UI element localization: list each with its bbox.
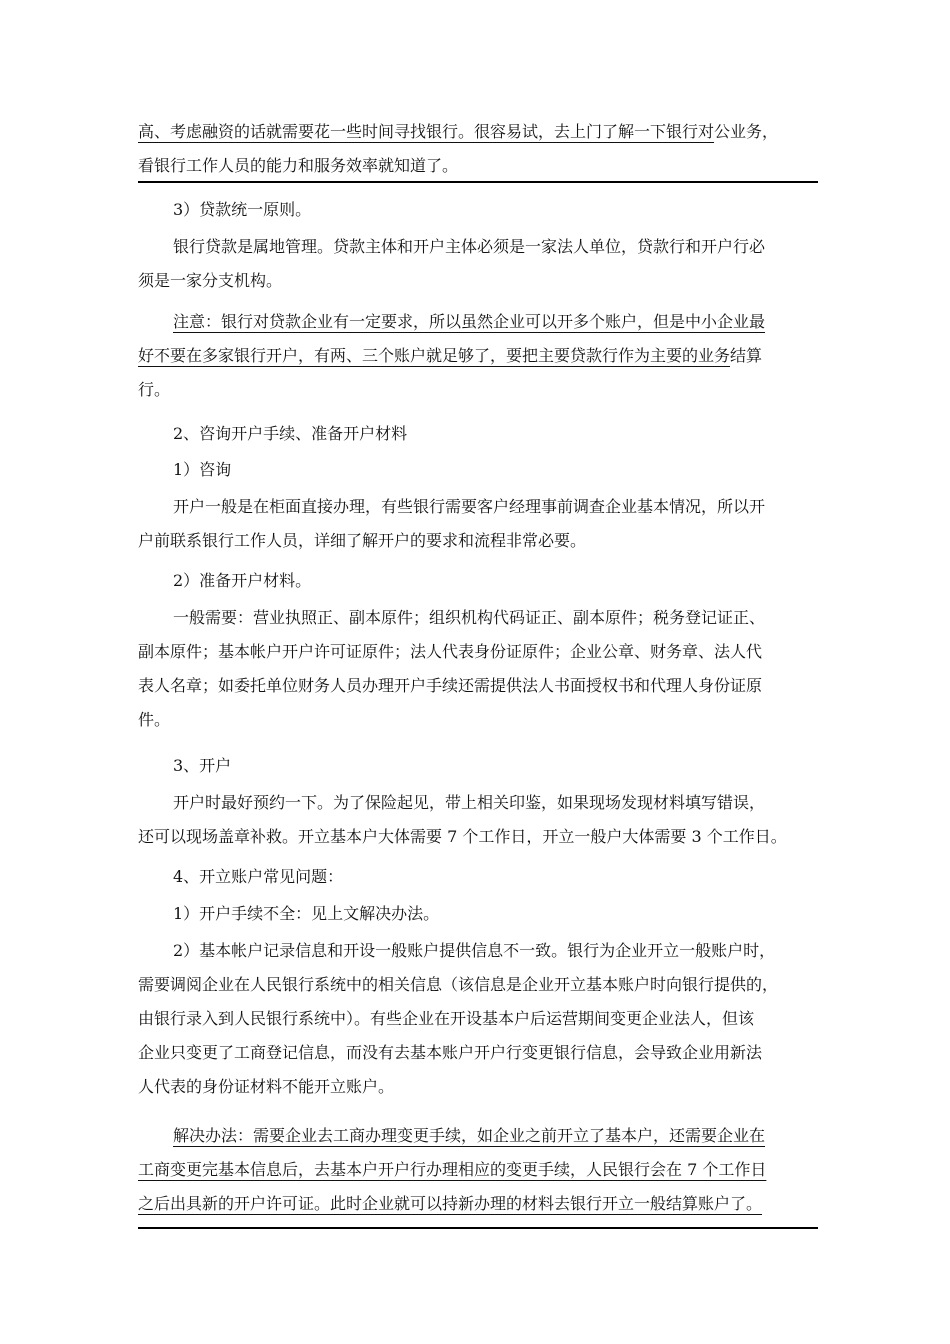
text-line: 件。 [138, 710, 171, 729]
text-line: 看银行工作人员的能力和服务效率就知道了。 [138, 156, 459, 175]
text-line: 还可以现场盖章补救。开立基本户大体需要 7 个工作日，开立一般户大体需要 3 个工作日。 [138, 827, 787, 846]
text-line: 人代表的身份证材料不能开立账户。 [138, 1077, 395, 1096]
paragraph-open [138, 786, 818, 854]
text-line: 表人名章；如委托单位财务人员办理开户手续还需提供法人书面授权书和代理人身份证原 [138, 676, 763, 695]
text-line: 一般需要：营业执照正、副本原件；组织机构代码证正、副本原件；税务登记证正、 [173, 608, 766, 627]
text-segment: 公业务， [714, 122, 779, 141]
horizontal-rule [138, 181, 818, 183]
underlined-text: 好不要在多家银行开户，有两、三个账户就足够了，要把主要贷款行作为主要的业务 [138, 346, 731, 365]
heading-open: 3、开户 [173, 756, 232, 775]
text-line: 银行贷款是属地管理。贷款主体和开户主体必须是一家法人单位，贷款行和开户行必 [173, 237, 766, 256]
heading-faq: 4、开立账户常见问题： [173, 867, 344, 886]
faq-item-1: 1）开户手续不全：见上文解决办法。 [173, 904, 440, 923]
horizontal-rule [138, 1227, 818, 1229]
text-line: 须是一家分支机构。 [138, 271, 283, 290]
text-line [138, 115, 818, 149]
paragraph-consult [138, 490, 818, 558]
text-line: 开户时最好预约一下。为了保险起见，带上相关印鉴，如果现场发现材料填写错误， [173, 793, 766, 812]
text-line [138, 1187, 818, 1221]
paragraph-bank-selection [138, 115, 818, 183]
heading-consult: 2、咨询开户手续、准备开户材料 [173, 424, 408, 443]
heading-consult-sub: 1）咨询 [173, 460, 232, 479]
text-line [138, 305, 818, 339]
text-line: 行。 [138, 380, 171, 399]
text-line: 2）基本帐户记录信息和开设一般账户提供信息不一致。银行为企业开立一般账户时， [173, 941, 776, 960]
paragraph-materials [138, 601, 818, 737]
underlined-text: 高、考虑融资的话就需要花一些时间寻找银行。很容易试，去上门了解一下银行对 [138, 122, 715, 141]
text-line: 户前联系银行工作人员，详细了解开户的要求和流程非常必要。 [138, 531, 587, 550]
text-line: 开户一般是在柜面直接办理，有些银行需要客户经理事前调查企业基本情况，所以开 [173, 497, 766, 516]
text-line: 需要调阅企业在人民银行系统中的相关信息（该信息是企业开立基本账户时向银行提供的， [138, 975, 779, 994]
heading-loan-principle: 3）贷款统一原则。 [173, 200, 312, 219]
text-line [138, 1153, 818, 1187]
text-segment: 结算 [730, 346, 763, 365]
heading-materials: 2）准备开户材料。 [173, 571, 312, 590]
text-line: 由银行录入到人民银行系统中）。有些企业在开设基本户后运营期间变更企业法人，但该 [138, 1009, 755, 1028]
paragraph-faq-2 [138, 934, 818, 1104]
text-line [138, 1119, 818, 1153]
underlined-text: 工商变更完基本信息后，去基本户开户行办理相应的变更手续，人民银行会在 7 个工作日 [138, 1160, 767, 1179]
text-line [138, 339, 818, 373]
underlined-text: 注意：银行对贷款企业有一定要求，所以虽然企业可以开多个账户，但是中小企业最 [173, 312, 766, 331]
paragraph-note [138, 305, 818, 407]
paragraph-solution [138, 1119, 818, 1221]
underlined-text: 解决办法：需要企业去工商办理变更手续，如企业之前开立了基本户，还需要企业在 [173, 1126, 766, 1145]
text-line: 副本原件；基本帐户开户许可证原件；法人代表身份证原件；企业公章、财务章、法人代 [138, 642, 763, 661]
paragraph-loan [138, 230, 818, 298]
underlined-text: 之后出具新的开户许可证。此时企业就可以持新办理的材料去银行开立一般结算账户了。 [138, 1194, 763, 1213]
text-line: 企业只变更了工商登记信息，而没有去基本账户开户行变更银行信息，会导致企业用新法 [138, 1043, 763, 1062]
